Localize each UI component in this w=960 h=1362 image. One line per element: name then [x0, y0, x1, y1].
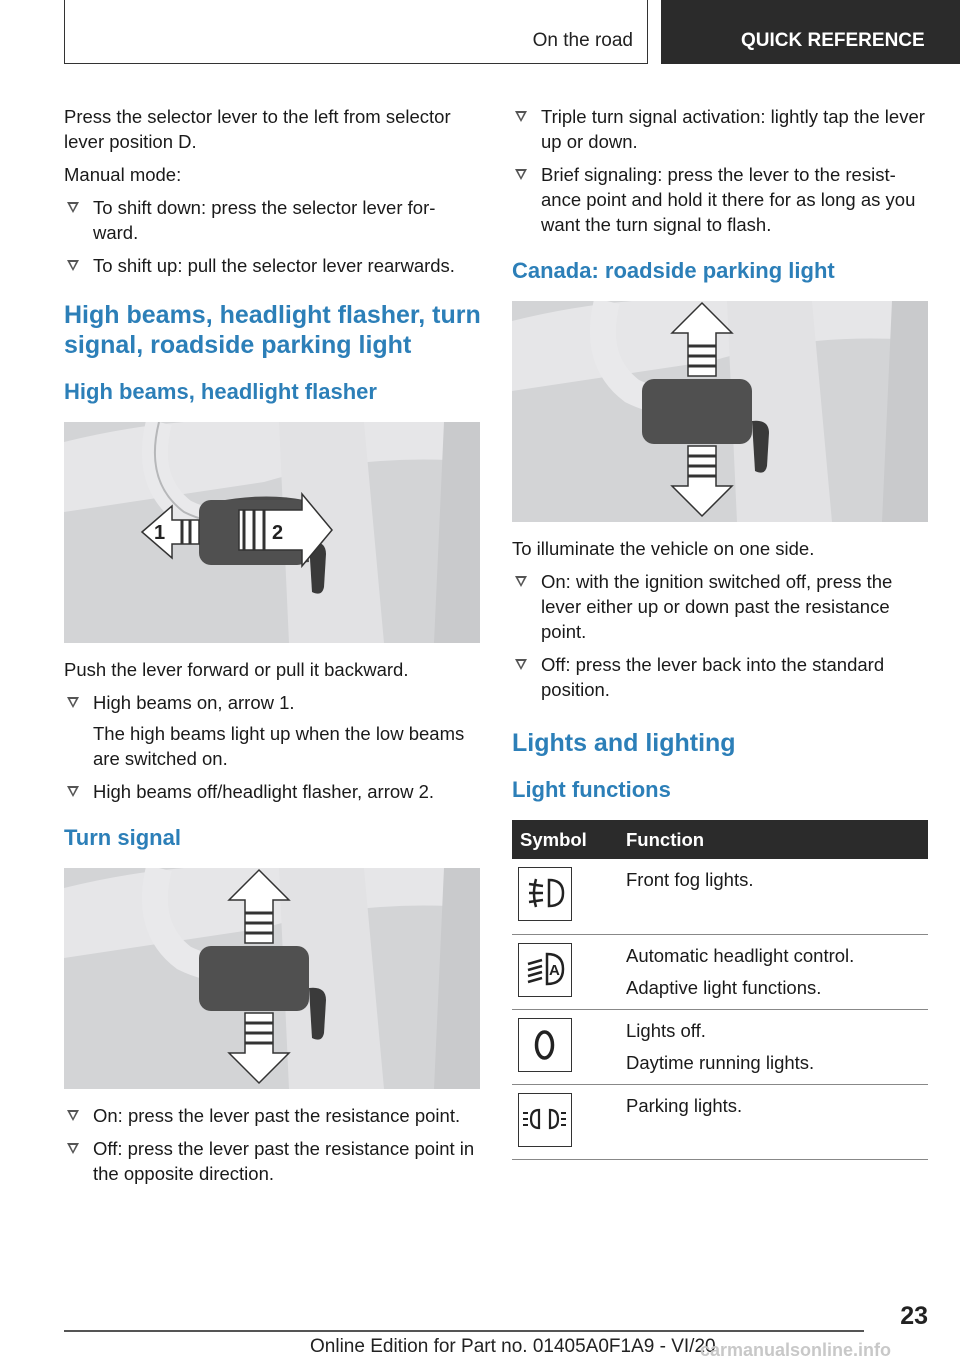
- intro-text: Press the selector lever to the left from selector lever position D.: [64, 106, 451, 152]
- table-row: Parking lights.: [512, 1084, 928, 1159]
- bullet-triangle-icon: [67, 697, 79, 708]
- list-item: To shift down: press the selector lever for- ward.: [64, 195, 482, 245]
- bullet-triangle-icon: [515, 111, 527, 122]
- table-row: Lights off. Daytime running lights.: [512, 1009, 928, 1084]
- parking-lights-icon: [518, 1093, 572, 1147]
- arrow-label-2: 2: [272, 522, 284, 544]
- lights-off-icon: [518, 1018, 572, 1072]
- table-row: Front fog lights.: [512, 859, 928, 934]
- subheading-turn-signal: Turn signal: [64, 825, 181, 850]
- table-row: A Automatic headlight control. Adaptive light functions.: [512, 934, 928, 1009]
- list-item: Off: press the lever past the resistance point in the opposite direction.: [64, 1136, 482, 1186]
- turn-signal-list: [64, 1103, 482, 1186]
- subheading-canada-parking-light: Canada: roadside parking light: [512, 258, 835, 283]
- section-heading-high-beams: High beams, headlight flasher, turn signal, roadside parking light: [64, 301, 481, 359]
- page-number: 23: [900, 1302, 928, 1330]
- subheading-light-functions: Light functions: [512, 777, 671, 802]
- section-title: On the road: [532, 30, 633, 51]
- column-header-function: Function: [620, 820, 928, 859]
- list-item: Brief signaling: press the lever to the resist- ance point and hold it there for as long as you want the turn signal to flash.: [512, 162, 930, 237]
- bullet-triangle-icon: [67, 1110, 79, 1121]
- front-fog-lights-icon: [518, 867, 572, 921]
- list-item: On: with the ignition switched off, press the lever either up or down past the resistance point.: [512, 569, 930, 644]
- arrow-label-1: 1: [154, 522, 166, 544]
- svg-text:A: A: [549, 961, 560, 979]
- edition-text: Online Edition for Part no. 01405A0F1A9 - VI/20: [310, 1336, 716, 1357]
- section-heading-lights: Lights and lighting: [512, 729, 736, 757]
- list-item: To shift up: pull the selector lever rearwards.: [64, 253, 482, 278]
- watermark: carmanualsonline.info: [700, 1340, 892, 1360]
- bullet-triangle-icon: [515, 169, 527, 180]
- turn-signal-illustration: [64, 868, 480, 1089]
- list-item: Triple turn signal activation: lightly tap the lever up or down.: [512, 104, 930, 154]
- header-box: [64, 0, 648, 64]
- manual-mode-label: Manual mode:: [64, 164, 182, 185]
- quick-reference-tab[interactable]: QUICK REFERENCE: [661, 0, 960, 64]
- list-item: High beams off/headlight flasher, arrow 2.: [64, 779, 482, 804]
- column-header-symbol: Symbol: [512, 820, 620, 859]
- manual-mode-list: [64, 195, 482, 278]
- push-lever-text: Push the lever forward or pull it backward.: [64, 659, 409, 680]
- roadside-parking-illustration: [512, 301, 928, 522]
- bullet-triangle-icon: [67, 202, 79, 213]
- bullet-triangle-icon: [515, 576, 527, 587]
- bullet-triangle-icon: [515, 659, 527, 670]
- bullet-triangle-icon: [67, 260, 79, 271]
- list-item: High beams on, arrow 1. The high beams light up when the low beams are switched on.: [64, 690, 482, 771]
- right-column: [512, 104, 930, 1160]
- left-column: [64, 104, 482, 1194]
- footer-divider: [64, 1330, 864, 1332]
- turn-signal-list-continued: [512, 104, 930, 237]
- list-item: On: press the lever past the resistance point.: [64, 1103, 482, 1128]
- list-item: Off: press the lever back into the standard position.: [512, 652, 930, 702]
- subheading-high-beams: High beams, headlight flasher: [64, 379, 377, 404]
- high-beams-list: [64, 690, 482, 804]
- bullet-triangle-icon: [67, 1143, 79, 1154]
- canada-parking-list: [512, 569, 930, 702]
- automatic-headlight-icon: [518, 943, 572, 997]
- illuminate-text: To illuminate the vehicle on one side.: [512, 538, 815, 559]
- bullet-triangle-icon: [67, 786, 79, 797]
- high-beams-illustration: [64, 422, 480, 643]
- light-functions-table: [512, 820, 928, 1160]
- table-header-row: [512, 820, 928, 859]
